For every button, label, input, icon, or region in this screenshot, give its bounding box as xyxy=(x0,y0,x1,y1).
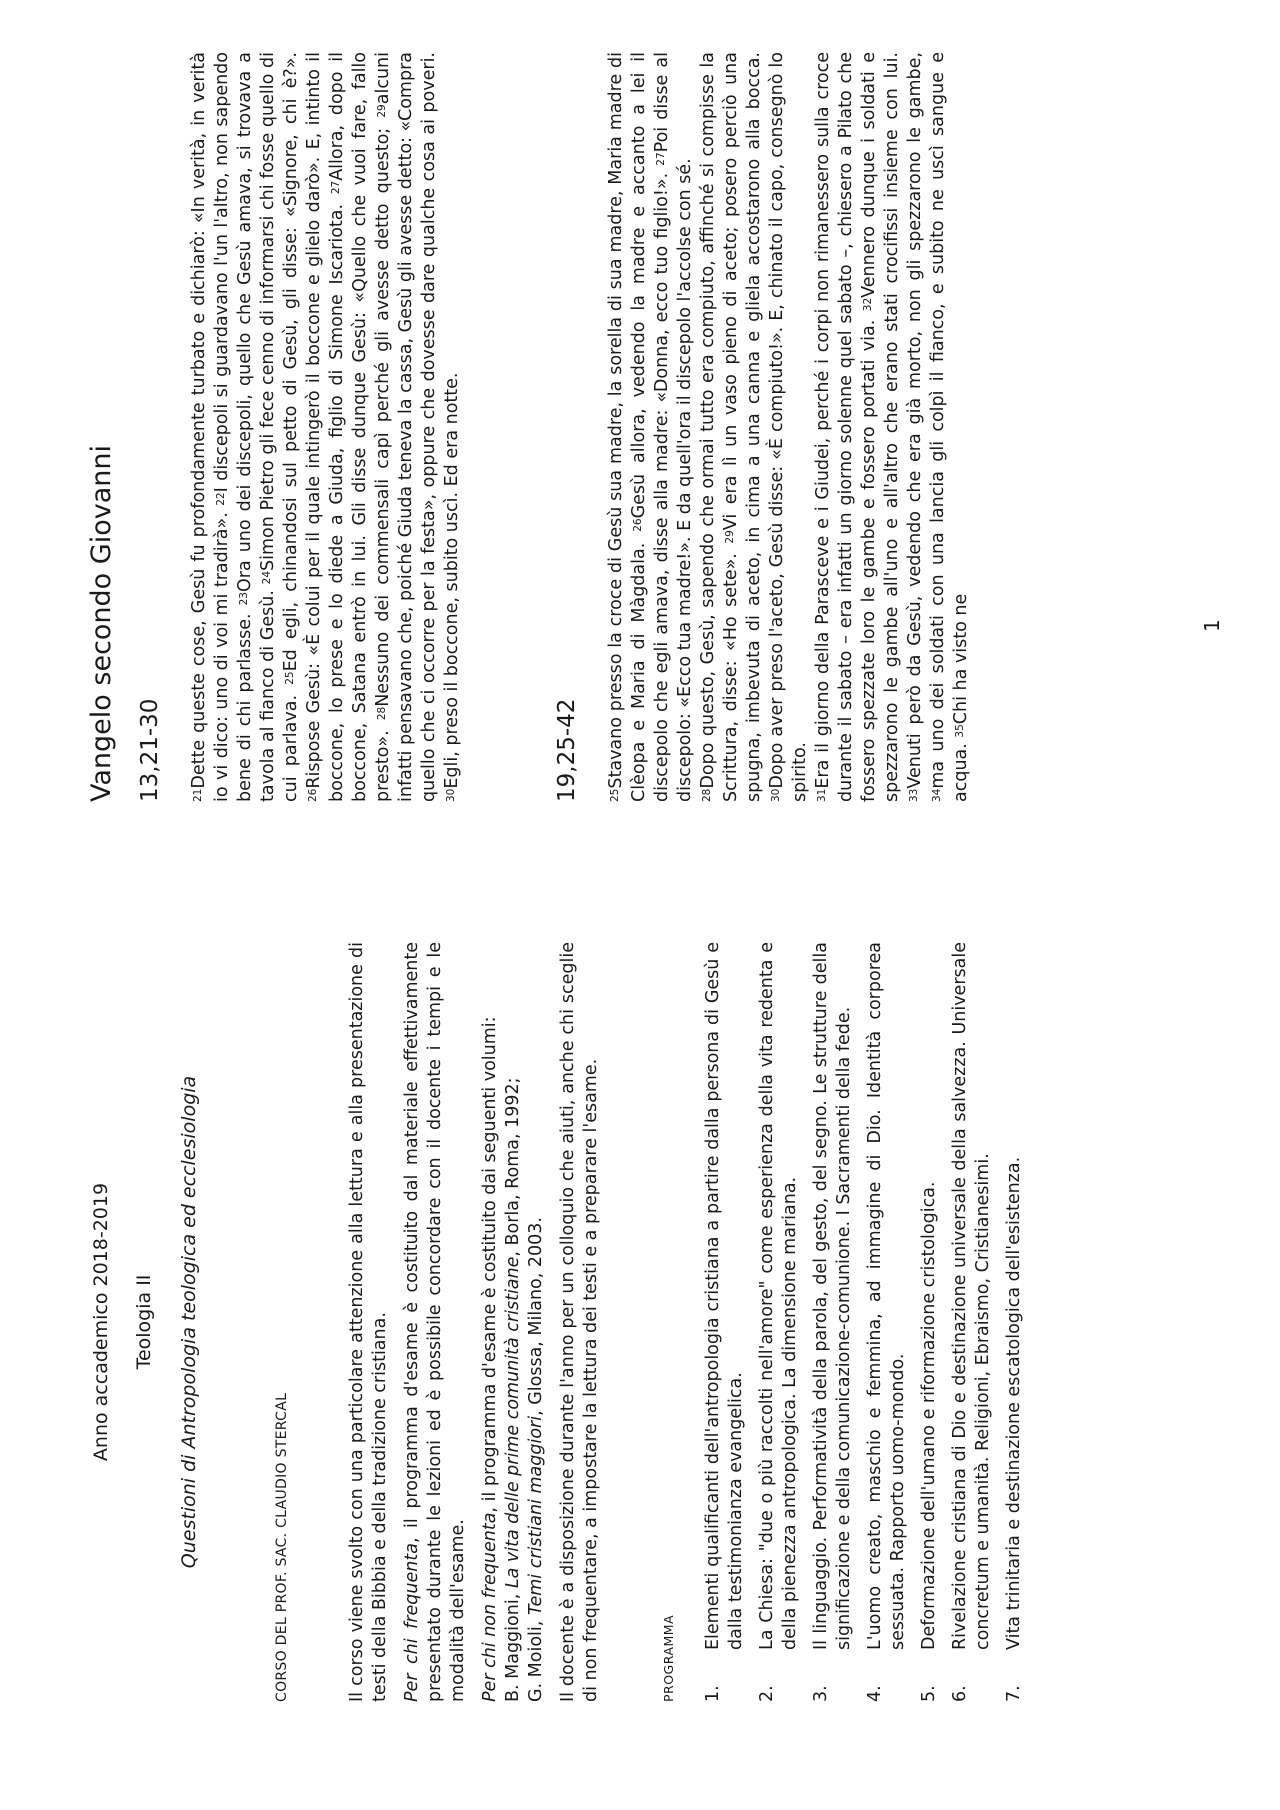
verse-text: Rispose Gesù: «È colui per il quale intingerò il boccone e glielo darò». E, intinto il boccone, lo prese e lo diede a Giuda, figlio di Simone Iscariota. xyxy=(304,52,347,802)
verse-text: Gesù allora, vedendo la madre e accanto a lei il discepolo che egli amava, disse alla madre: «Donna, ecco tuo figlio!». xyxy=(629,52,672,802)
nonattending-text: , il programma d'esame è costituito dai seguenti volumi: xyxy=(480,1016,500,1513)
book2-author: G. Moioli, xyxy=(526,1620,546,1702)
verse-text: Vennero dunque i soldati e spezzarono le gambe all'uno e all'altro che erano stati crocifissi insieme con lui. xyxy=(859,52,902,802)
verse-text: Dopo aver preso l'aceto, Gesù disse: «È compiuto!». E, chinato il capo, consegnò lo spirito. xyxy=(767,52,810,802)
verse-text: Dopo questo, Gesù, sapendo che ormai tutto era compiuto, affinché si compisse la Scrittura, disse: «Ho sete». xyxy=(698,52,741,802)
verse-text: Dette queste cose, Gesù fu profondamente turbato e dichiarò: «In verità, in verità io vi dico: uno di voi mi tradirà». xyxy=(189,52,232,802)
program-item-text: Deformazione dell'umano e riformazione cristologica. xyxy=(919,1181,939,1650)
course-description xyxy=(346,942,603,1702)
program-item-number: 2. xyxy=(757,1685,777,1702)
program-item xyxy=(864,942,910,1702)
verse-text: I discepoli si guardavano l'un l'altro, non sapendo bene di chi parlasse. xyxy=(212,52,255,802)
program-item-text: Rivelazione cristiana di Dio e destinazione universale della salvezza. Universale concretum e umanità. Religioni, Ebraismo, Cristianesimi. xyxy=(950,942,993,1650)
verse-number: 25 xyxy=(609,788,621,802)
verse-number: 33 xyxy=(908,788,920,802)
program-item-text: La Chiesa: "due o più raccolti nell'amore" come esperienza della vita redenta e della pienezza antropologica. La dimensione mariana. xyxy=(757,942,800,1650)
program-list xyxy=(702,942,1026,1702)
verse-number: 26 xyxy=(632,518,644,532)
verse-number: 23 xyxy=(238,592,250,606)
verse-number: 30 xyxy=(445,788,457,802)
verse-number: 34 xyxy=(931,788,943,802)
teacher-name: CORSO DEL PROF. SAC. CLAUDIO STERCAL xyxy=(274,1392,290,1702)
verse-text: Allora, dopo il boccone, Satana entrò in lui. Gli disse dunque Gesù: «Quello che vuoi fare, fallo presto». xyxy=(327,52,393,802)
verse-number: 24 xyxy=(261,570,273,585)
nonattending-paragraph xyxy=(479,942,548,1702)
book2-title: Temi cristiani maggiori xyxy=(526,1415,546,1616)
course-title: Questioni di Antropologia teologica ed ecclesiologia xyxy=(178,1075,200,1569)
program-item-text: L'uomo creato, maschio e femmina, ad immagine di Dio. Identità corporea sessuata. Rapporto uomo-mondo. xyxy=(865,942,908,1650)
verse-number: 25 xyxy=(284,671,296,685)
verse-number: 29 xyxy=(724,530,736,544)
verse-text: Ora uno dei discepoli, quello che Gesù amava, si trovava a tavola al fianco di Gesù. xyxy=(235,52,278,802)
passage-19-text xyxy=(605,52,973,802)
passage-13-text xyxy=(188,52,464,802)
course-column xyxy=(90,942,1034,1702)
program-item-number: 4. xyxy=(865,1685,885,1702)
verse-text: ma uno dei soldati con una lancia gli colpì il fianco, e subito ne uscì sangue e acqua. xyxy=(928,52,971,802)
verse-number: 32 xyxy=(862,297,874,312)
program-item xyxy=(702,942,748,1702)
verse-number: 29 xyxy=(376,104,388,118)
course-name: Teologia II xyxy=(133,1274,155,1370)
nonattending-label: Per chi non frequenta xyxy=(480,1512,500,1702)
verse-text: Era il giorno della Parasceve e i Giudei, perché i corpi non rimanessero sulla croce durante il sabato – era infatti un giorno solenne quel sabato –, chiesero a Pilato che fossero spezzate loro le gambe e fossero portati via. xyxy=(813,52,879,802)
program-item-text: Vita trinitaria e destinazione escatologica dell'esistenza. xyxy=(1004,1156,1024,1650)
verse-number: 31 xyxy=(816,788,828,802)
verse-text: Poi disse al discepolo: «Ecco tua madre!». E da quell'ora il discepolo l'accolse con sé. xyxy=(652,52,695,802)
program-item xyxy=(949,942,995,1702)
availability-paragraph: Il docente è a disposizione durante l'anno per un colloquio che aiuti, anche chi sceglie di non frequentare, a impostare la lettura dei testi e a preparare l'esame. xyxy=(558,942,601,1702)
verse-number: 27 xyxy=(655,152,667,166)
verse-text: Ed egli, chinandosi sul petto di Gesù, gli disse: «Signore, chi è?». xyxy=(281,52,301,672)
program-item-number: 7. xyxy=(1004,1685,1024,1702)
verse-text: alcuni infatti pensavano che, poiché Giuda teneva la cassa, Gesù gli avesse detto: «Compra quello che ci occorre per la festa», oppure che dovesse dare qualche cosa ai poveri. xyxy=(373,52,439,802)
verse-text: Egli, preso il boccone, subito uscì. Ed era notte. xyxy=(442,372,462,789)
verse-number: 30 xyxy=(770,788,782,802)
gospel-column xyxy=(86,51,982,802)
verse-text: Chi ha visto ne xyxy=(951,593,971,725)
program-item-text: Il linguaggio. Performatività della parola, del gesto, del segno. Le strutture della significazione e della comunicazione-comunione. I Sacramenti della fede. xyxy=(811,942,854,1650)
verse-text: Nessuno dei commensali capì perché gli avesse detto questo; xyxy=(373,117,393,707)
attending-paragraph xyxy=(401,942,470,1702)
program-heading: PROGRAMMA xyxy=(661,1614,676,1702)
program-item-text: Elementi qualificanti dell'antropologia cristiana a partire dalla persona di Gesù e dalla testimonianza evangelica. xyxy=(703,942,746,1650)
book1-publisher: , Borla, Roma, 1992; xyxy=(503,1077,523,1257)
program-item xyxy=(756,942,802,1702)
program-item xyxy=(918,942,941,1702)
program-item-number: 3. xyxy=(811,1685,831,1702)
verse-number: 28 xyxy=(701,788,713,802)
verse-text: Simon Pietro gli fece cenno di informarsi chi fosse quello di cui parlava. xyxy=(258,51,301,802)
book1-author: B. Maggioni, xyxy=(503,1593,523,1702)
verse-number: 35 xyxy=(954,724,966,738)
intro-paragraph: Il corso viene svolto con una particolare attenzione alla lettura e alla presentazione di testi della Bibbia e della tradizione cristiana. xyxy=(347,942,390,1702)
academic-year: Anno accademico 2018-2019 xyxy=(90,1182,112,1462)
passage-reference: 13,21-30 xyxy=(137,698,163,802)
book1-title: La vita delle prime comunità cristiane xyxy=(503,1256,523,1589)
program-item-number: 5. xyxy=(919,1685,939,1702)
verse-number: 27 xyxy=(330,180,342,195)
book2-publisher: , Glossa, Milano, 2003. xyxy=(526,1217,546,1416)
verse-text: Stavano presso la croce di Gesù sua madre, la sorella di sua madre, Maria madre di Clèopa e Maria di Màgdala. xyxy=(606,52,649,802)
page-number: 1 xyxy=(1200,619,1224,632)
verse-number: 26 xyxy=(307,788,319,802)
verse-number: 22 xyxy=(215,492,227,506)
verse-text: Venuti però da Gesù, vedendo che era già morto, non gli spezzarono le gambe, xyxy=(905,52,925,789)
attending-text: , il programma d'esame è costituito dal materiale effettivamente presentato durante le lezioni ed è possibile concordare con il docente i tempi e le modalità dell'esame. xyxy=(402,941,468,1702)
program-item-number: 6. xyxy=(950,1685,970,1702)
program-item xyxy=(810,942,856,1702)
gospel-title: Vangelo secondo Giovanni xyxy=(86,445,117,802)
program-item xyxy=(1003,942,1026,1702)
verse-number: 21 xyxy=(192,788,204,802)
verse-text: Vi era lì un vaso pieno di aceto; posero perciò una spugna, imbevuta di aceto, in cima a una canna e gliela accostarono alla bocca. xyxy=(721,52,764,802)
program-item-number: 1. xyxy=(703,1685,723,1702)
passage-reference: 19,25-42 xyxy=(554,698,580,802)
attending-label: Per chi frequenta xyxy=(402,1543,422,1702)
verse-number: 28 xyxy=(376,706,388,721)
